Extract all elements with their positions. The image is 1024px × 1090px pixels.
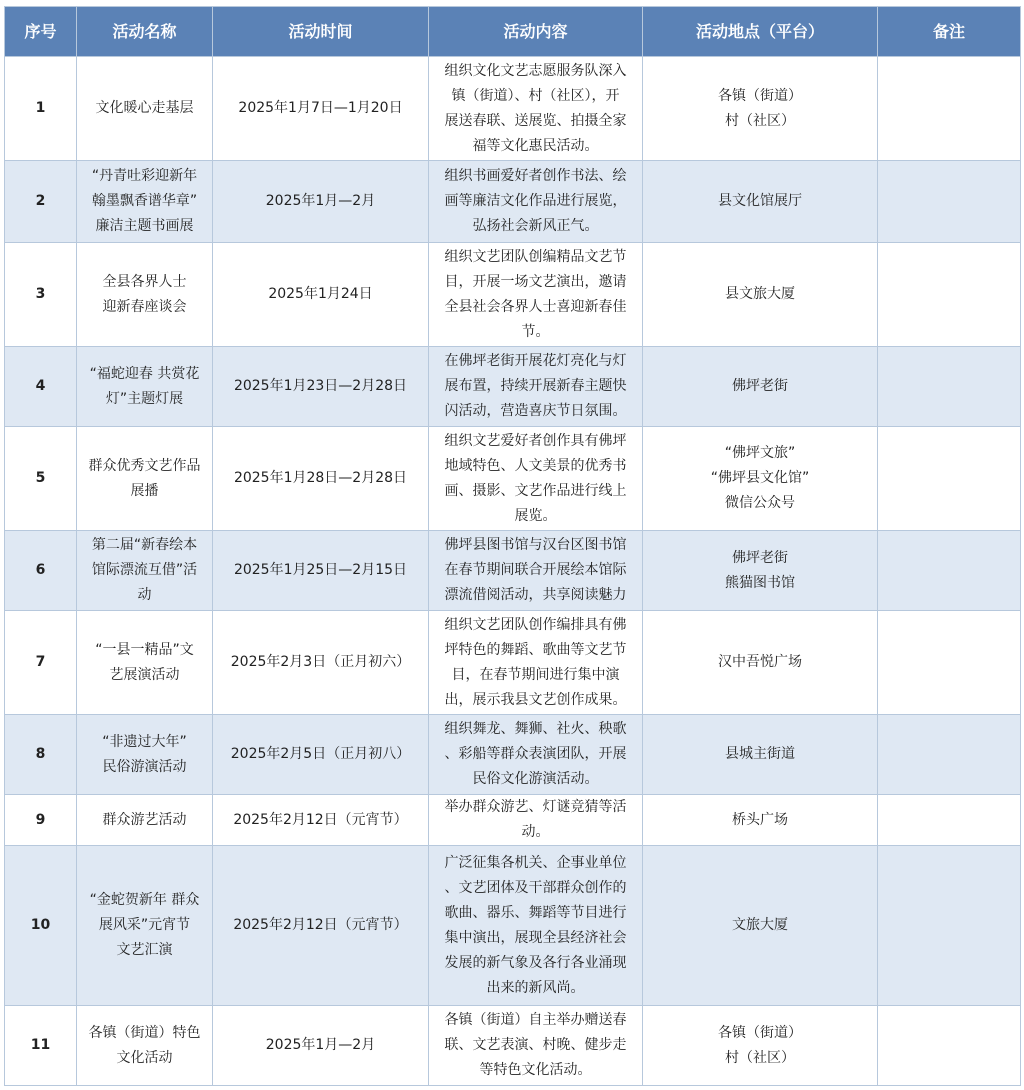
- activity-place-line: 汉中吾悦广场: [718, 654, 802, 670]
- activity-name-line: 迎新春座谈会: [102, 298, 187, 315]
- header-activity-place: 活动地点（平台）: [643, 7, 878, 57]
- activity-content-line: 广泛征集各机关、企事业单位: [444, 854, 627, 871]
- activity-name-line: “一县一精品”文: [95, 641, 194, 658]
- activity-name-line: “非遗过大年”: [102, 733, 187, 750]
- table-row: [5, 531, 1021, 611]
- activity-place-line: 桥头广场: [732, 811, 788, 828]
- table-row: [5, 611, 1021, 715]
- row-number-cell: 3: [5, 243, 77, 347]
- activity-name-cell: [77, 57, 213, 161]
- remark-cell: [878, 427, 1021, 531]
- activity-name-line: 翰墨飘香谱华章”: [91, 193, 198, 209]
- row-number-cell: 4: [5, 347, 77, 427]
- activity-place-line: “佛坪县文化馆”: [710, 470, 810, 486]
- activity-place-line: 文旅大厦: [732, 917, 788, 933]
- activity-content-line: 各镇（街道）自主举办赠送春: [444, 1012, 627, 1028]
- activity-content-line: 画等廉洁文化作品进行展览，: [444, 193, 627, 209]
- activity-name-line: 文艺汇演: [116, 942, 173, 958]
- activity-content-cell: [429, 1006, 643, 1086]
- activity-content-line: 民俗文化游演活动。: [472, 771, 599, 787]
- table-header: [5, 7, 1021, 57]
- activity-name-cell: [77, 243, 213, 347]
- row-number-cell: 6: [5, 531, 77, 611]
- activity-name-line: “金蛇贺新年 群众: [89, 892, 200, 908]
- activity-content-line: 联、文艺表演、村晚、健步走: [444, 1037, 627, 1053]
- activity-content-cell: [429, 427, 643, 531]
- activity-name-cell: [77, 795, 213, 846]
- activity-name-cell: [77, 347, 213, 427]
- activity-name-line: 民俗游演活动: [102, 758, 187, 775]
- table-row: [5, 846, 1021, 1006]
- remark-cell: [878, 846, 1021, 1006]
- activity-place-line: 县文旅大厦: [725, 286, 795, 302]
- activity-time-cell: 2025年1月7日—1月20日: [213, 57, 429, 161]
- activity-content-line: 动。: [521, 824, 550, 840]
- activity-content-line: 目，开展一场文艺演出，邀请: [444, 273, 627, 290]
- activity-content-line: 展览。: [514, 507, 557, 524]
- activity-place-line: 各镇（街道）: [718, 87, 802, 104]
- activity-content-cell: [429, 795, 643, 846]
- activity-name-line: 群众优秀文艺作品: [88, 457, 201, 474]
- activity-content-line: 组织文艺团队创作编排具有佛: [444, 616, 627, 633]
- activity-name-line: 动: [137, 587, 152, 603]
- table-row: [5, 795, 1021, 846]
- activity-time-cell: 2025年2月5日（正月初八）: [213, 715, 429, 795]
- activity-content-line: 组织书画爱好者创作书法、绘: [444, 168, 627, 184]
- activity-place-cell: [643, 347, 878, 427]
- activity-content-line: 镇（街道）、村（社区），开: [451, 87, 620, 104]
- activity-content-line: 组织文化文艺志愿服务队深入: [444, 62, 627, 79]
- activity-content-cell: [429, 161, 643, 243]
- activity-place-cell: [643, 715, 878, 795]
- activity-content-cell: [429, 531, 643, 611]
- activity-name-cell: [77, 715, 213, 795]
- activity-content-cell: [429, 715, 643, 795]
- remark-cell: [878, 611, 1021, 715]
- activity-content-line: 组织舞龙、舞狮、社火、秧歌: [444, 721, 627, 737]
- remark-cell: [878, 1006, 1021, 1086]
- activity-place-cell: [643, 243, 878, 347]
- activity-time-cell: 2025年2月3日（正月初六）: [213, 611, 429, 715]
- table-row: [5, 161, 1021, 243]
- activity-content-line: 集中演出，展现全县经济社会: [444, 929, 627, 946]
- row-number-cell: 1: [5, 57, 77, 161]
- activity-name-line: 文化暖心走基层: [95, 100, 194, 116]
- table-row: [5, 427, 1021, 531]
- header-row: [5, 7, 1021, 57]
- header-activity-time: 活动时间: [213, 7, 429, 57]
- remark-cell: [878, 243, 1021, 347]
- activity-name-line: 艺展演活动: [109, 666, 180, 683]
- activity-content-line: 组织文艺团队创编精品文艺节: [444, 248, 627, 265]
- activity-content-line: 福等文化惠民活动。: [472, 137, 599, 154]
- activity-content-line: 画、摄影、文艺作品进行线上: [444, 482, 627, 499]
- activity-name-line: 灯”主题灯展: [105, 390, 184, 407]
- activity-content-line: 、文艺团体及干部群众创作的: [444, 879, 627, 896]
- activity-name-line: 馆际漂流互借”活: [91, 562, 198, 578]
- activity-name-line: 第二届“新春绘本: [91, 537, 198, 553]
- activity-name-cell: [77, 427, 213, 531]
- activity-time-cell: 2025年1月—2月: [213, 1006, 429, 1086]
- header-activity-content: 活动内容: [429, 7, 643, 57]
- activity-content-line: 展布置，持续开展新春主题快: [444, 378, 627, 394]
- activity-place-cell: [643, 611, 878, 715]
- table-row: [5, 347, 1021, 427]
- row-number-cell: 11: [5, 1006, 77, 1086]
- activity-content-line: 地域特色、人文美景的优秀书: [444, 457, 627, 474]
- activity-name-cell: [77, 1006, 213, 1086]
- activity-place-cell: [643, 57, 878, 161]
- activity-content-line: 全县社会各界人士喜迎新春佳: [444, 298, 627, 315]
- activity-name-line: 展播: [130, 482, 159, 499]
- activity-name-cell: [77, 846, 213, 1006]
- header-remark: 备注: [878, 7, 1021, 57]
- activity-place-line: 村（社区）: [725, 112, 795, 129]
- activity-place-line: 佛坪老街: [732, 378, 788, 394]
- row-number-cell: 8: [5, 715, 77, 795]
- activity-place-cell: [643, 161, 878, 243]
- activity-content-line: 举办群众游艺、灯谜竞猜等活: [444, 799, 627, 815]
- remark-cell: [878, 57, 1021, 161]
- activity-content-cell: [429, 846, 643, 1006]
- activity-place-cell: [643, 795, 878, 846]
- activity-place-line: 村（社区）: [725, 1049, 795, 1066]
- activity-content-line: 等特色文化活动。: [479, 1062, 592, 1078]
- activity-place-line: “佛坪文旅”: [724, 445, 796, 461]
- activity-content-line: 组织文艺爱好者创作具有佛坪: [444, 432, 627, 449]
- activity-place-cell: [643, 427, 878, 531]
- activity-time-cell: 2025年1月24日: [213, 243, 429, 347]
- activity-content-cell: [429, 611, 643, 715]
- activity-content-line: 在春节期间联合开展绘本馆际: [444, 562, 627, 578]
- activity-content-line: 目，在春节期间进行集中演: [451, 666, 620, 683]
- activity-content-line: 出，展示我县文艺创作成果。: [444, 691, 627, 708]
- activity-place-cell: [643, 1006, 878, 1086]
- activity-content-line: 闪活动，营造喜庆节日氛围。: [444, 403, 627, 419]
- activity-place-cell: [643, 846, 878, 1006]
- activity-place-line: 佛坪老街: [732, 549, 788, 566]
- remark-cell: [878, 161, 1021, 243]
- activity-content-cell: [429, 243, 643, 347]
- activity-content-line: 漂流借阅活动，共享阅读魅力: [444, 587, 627, 603]
- activity-content-line: 展送春联、送展览、拍摄全家: [444, 112, 627, 129]
- activity-content-line: 、彩船等群众表演团队，开展: [444, 746, 627, 762]
- activity-table: [4, 6, 1021, 1086]
- activity-name-line: 文化活动: [116, 1049, 173, 1066]
- activity-place-line: 各镇（街道）: [718, 1024, 802, 1041]
- table-body: [5, 57, 1021, 1086]
- activity-name-line: 全县各界人士: [102, 273, 187, 290]
- table-row: [5, 57, 1021, 161]
- activity-name-cell: [77, 161, 213, 243]
- activity-place-line: 微信公众号: [725, 495, 795, 511]
- row-number-cell: 9: [5, 795, 77, 846]
- activity-name-line: 群众游艺活动: [102, 811, 187, 828]
- activity-place-line: 熊猫图书馆: [725, 574, 795, 591]
- remark-cell: [878, 531, 1021, 611]
- remark-cell: [878, 347, 1021, 427]
- row-number-cell: 7: [5, 611, 77, 715]
- activity-time-cell: 2025年1月23日—2月28日: [213, 347, 429, 427]
- activity-content-cell: [429, 57, 643, 161]
- activity-content-line: 佛坪县图书馆与汉台区图书馆: [444, 537, 627, 553]
- activity-place-cell: [643, 531, 878, 611]
- table-row: [5, 243, 1021, 347]
- activity-name-line: 展风采”元宵节: [98, 917, 191, 933]
- activity-name-cell: [77, 531, 213, 611]
- activity-content-line: 歌曲、器乐、舞蹈等节目进行: [444, 904, 627, 921]
- remark-cell: [878, 715, 1021, 795]
- activity-name-line: “福蛇迎春 共赏花: [89, 365, 200, 382]
- activity-time-cell: 2025年1月—2月: [213, 161, 429, 243]
- activity-time-cell: 2025年2月12日（元宵节）: [213, 795, 429, 846]
- activity-time-cell: 2025年2月12日（元宵节）: [213, 846, 429, 1006]
- activity-place-line: 县城主街道: [725, 746, 795, 762]
- row-number-cell: 2: [5, 161, 77, 243]
- remark-cell: [878, 795, 1021, 846]
- header-number: 序号: [5, 7, 77, 57]
- activity-place-line: 县文化馆展厅: [718, 193, 802, 209]
- row-number-cell: 5: [5, 427, 77, 531]
- activity-name-line: “丹青吐彩迎新年: [91, 168, 198, 184]
- activity-name-cell: [77, 611, 213, 715]
- header-activity-name: 活动名称: [77, 7, 213, 57]
- table-row: [5, 715, 1021, 795]
- activity-time-cell: 2025年1月28日—2月28日: [213, 427, 429, 531]
- activity-content-line: 出来的新风尚。: [486, 979, 585, 996]
- activity-content-line: 节。: [521, 323, 550, 340]
- activity-name-line: 各镇（街道）特色: [88, 1024, 201, 1041]
- activity-time-cell: 2025年1月25日—2月15日: [213, 531, 429, 611]
- activity-name-line: 廉洁主题书画展: [95, 218, 194, 234]
- activity-content-line: 弘扬社会新风正气。: [472, 218, 599, 234]
- activity-content-line: 发展的新气象及各行各业涌现: [444, 954, 627, 971]
- activity-content-cell: [429, 347, 643, 427]
- row-number-cell: 10: [5, 846, 77, 1006]
- activity-content-line: 在佛坪老街开展花灯亮化与灯: [444, 353, 627, 369]
- table-row: [5, 1006, 1021, 1086]
- activity-content-line: 坪特色的舞蹈、歌曲等文艺节: [444, 641, 627, 658]
